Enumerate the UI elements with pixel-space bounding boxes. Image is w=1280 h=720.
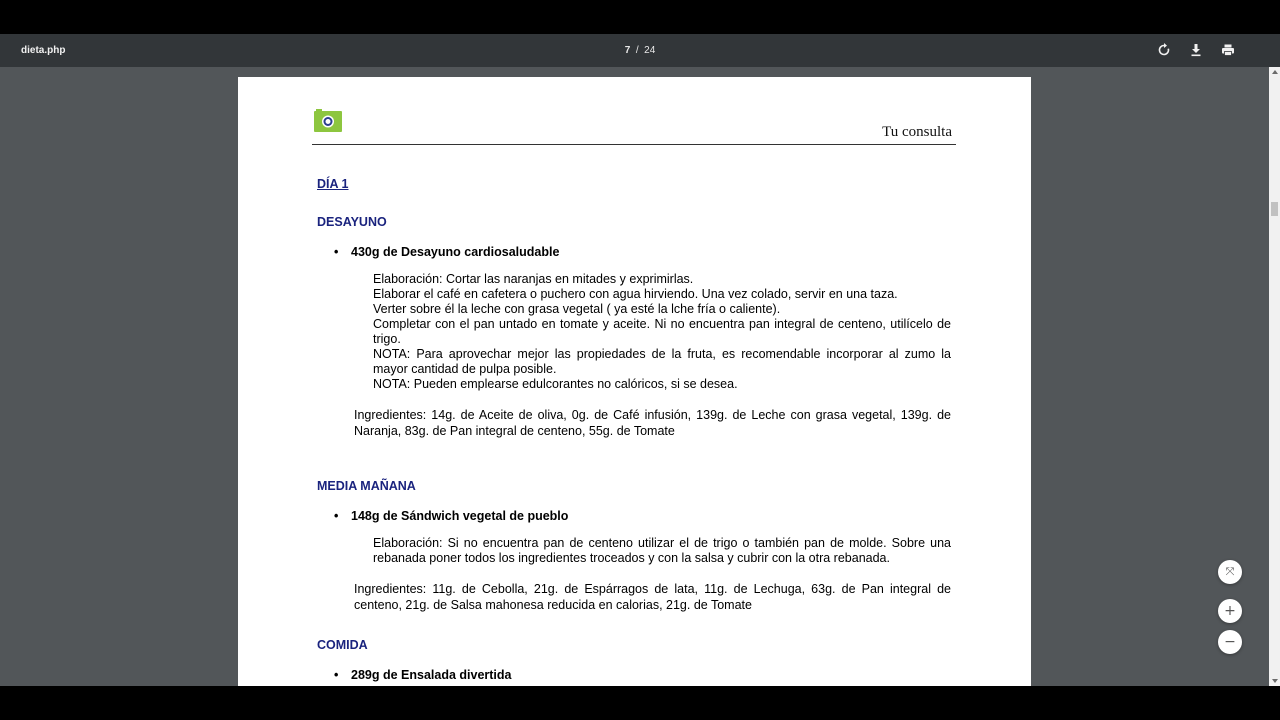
scroll-down-icon[interactable]: [1272, 679, 1278, 683]
ingredients-text: Ingredientes: 11g. de Cebolla, 21g. de Espárragos de lata, 11g. de Lechuga, 63g. de Pan integral de centeno, 21g. de Salsa mahonesa reducida en calorias, 21g. de Tomate: [354, 582, 951, 612]
pdf-page: [238, 77, 1031, 686]
elaboration-line: Completar con el pan untado en tomate y aceite. Ni no encuentra pan integral de centeno, utilícelo de trigo.: [373, 317, 951, 346]
bullet-icon: •: [334, 509, 339, 523]
vertical-scrollbar[interactable]: [1269, 67, 1280, 686]
pdf-viewer[interactable]: [0, 67, 1269, 686]
pdf-toolbar: [0, 34, 1280, 67]
page-indicator: [600, 45, 680, 56]
meal-item: [334, 509, 568, 523]
elaboration-block: [373, 536, 951, 566]
zoom-in-button[interactable]: +: [1218, 599, 1242, 623]
elaboration-block: [373, 272, 951, 392]
header-divider: [312, 144, 956, 145]
bottom-black-bar: [0, 686, 1280, 720]
scrollbar-thumb[interactable]: [1271, 202, 1278, 216]
meal-item: [334, 668, 512, 682]
total-pages: 24: [644, 45, 656, 56]
download-icon[interactable]: [1188, 42, 1204, 58]
bullet-icon: •: [334, 245, 339, 259]
elaboration-line: Verter sobre él la leche con grasa vegetal ( ya esté la lche fría o caliente).: [373, 302, 781, 316]
scroll-up-icon[interactable]: [1272, 70, 1278, 74]
fit-page-button[interactable]: ⤧: [1218, 560, 1242, 584]
meal-item: [334, 245, 559, 259]
ingredients-text: Ingredientes: 14g. de Aceite de oliva, 0g. de Café infusión, 139g. de Leche con grasa vegetal, 139g. de Naranja, 83g. de Pan integral de centeno, 55g. de Tomate: [354, 408, 951, 438]
elaboration-line: NOTA: Para aprovechar mejor las propiedades de la fruta, es recomendable incorporar al zumo la mayor cantidad de pulpa posible.: [373, 347, 951, 376]
section-heading-comida: COMIDA: [317, 638, 368, 652]
meal-item-label: 148g de Sándwich vegetal de pueblo: [351, 509, 569, 523]
bullet-icon: •: [334, 668, 339, 682]
meal-item-label: 430g de Desayuno cardiosaludable: [351, 245, 560, 259]
file-title: dieta.php: [21, 45, 66, 56]
print-icon[interactable]: [1220, 42, 1236, 58]
header-title: Tu consulta: [882, 124, 952, 140]
zoom-out-button[interactable]: −: [1218, 630, 1242, 654]
elaboration-line: NOTA: Pueden emplearse edulcorantes no calóricos, si se desea.: [373, 377, 738, 391]
top-black-bar: [0, 0, 1280, 34]
elaboration-line: Elaboración: Si no encuentra pan de centeno utilizar el de trigo o también pan de molde. Sobre una rebanada poner todos los ingredientes troceados y con la salsa y cubrir con la otra rebanada.: [373, 536, 951, 565]
meal-item-label: 289g de Ensalada divertida: [351, 668, 512, 682]
elaboration-line: Elaborar el café en cafetera o puchero con agua hirviendo. Una vez colado, servir en una taza.: [373, 287, 898, 301]
page-separator: /: [635, 45, 639, 56]
current-page[interactable]: 7: [624, 45, 631, 56]
section-heading-desayuno: DESAYUNO: [317, 215, 387, 229]
elaboration-line: Elaboración: Cortar las naranjas en mitades y exprimirlas.: [373, 272, 694, 286]
rotate-icon[interactable]: [1156, 42, 1172, 58]
day-heading: DÍA 1: [317, 177, 349, 191]
section-heading-media-manana: MEDIA MAÑANA: [317, 479, 416, 493]
camera-logo-icon: [314, 109, 342, 133]
